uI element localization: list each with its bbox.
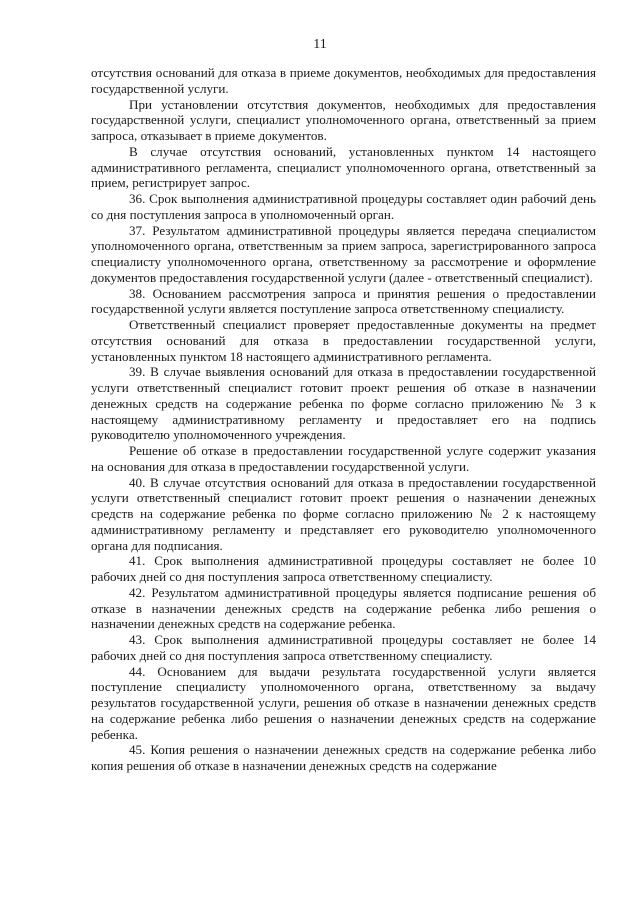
paragraph-item-39: 39. В случае выявления оснований для отказа в предоставлении государственной услуги ответственный специалист готовит проект решения об отказе в назначении денежных средств на содержание ребенка по форме согласно приложению № 3 к настоящему административному регламенту и предоставляет его на подпись руководителю уполномоченного учреждения. [91, 364, 596, 443]
paragraph-item-41: 41. Срок выполнения административной процедуры составляет не более 10 рабочих дней со дня поступления запроса ответственному специалисту. [91, 553, 596, 584]
paragraph-item-40: 40. В случае отсутствия оснований для отказа в предоставлении государственной услуги ответственный специалист готовит проект решения о назначении денежных средств на содержание ребенка по форме согласно приложению № 2 к настоящему административному регламенту и представляет его руководителю уполномоченного органа для подписания. [91, 474, 596, 553]
document-body [91, 65, 596, 774]
paragraph: При установлении отсутствия документов, необходимых для предоставления государственной услуги, специалист уполномоченного органа, ответственный за прием запроса, отказывает в приеме документов. [91, 96, 596, 143]
paragraph: В случае отсутствия оснований, установленных пунктом 14 настоящего административного регламента, специалист уполномоченного органа, ответственный за прием, регистрирует запрос. [91, 143, 596, 191]
paragraph: Решение об отказе в предоставлении государственной услуге содержит указания на основания для отказа в предоставлении государственной услуги. [91, 443, 596, 474]
paragraph-item-43: 43. Срок выполнения административной процедуры составляет не более 14 рабочих дней со дня поступления запроса ответственному специалисту. [91, 632, 596, 663]
paragraph-item-45: 45. Копия решения о назначении денежных средств на содержание ребенка либо копия решения об отказе в назначении денежных средств на содержание [91, 742, 596, 773]
paragraph-item-42: 42. Результатом административной процедуры является подписание решения об отказе в назначении денежных средств на содержание ребенка либо решения о назначении денежных средств на содержание ребенка. [91, 584, 596, 632]
paragraph-item-44: 44. Основанием для выдачи результата государственной услуги является поступление специалисту уполномоченного органа, ответственному за выдачу результатов государственной услуги, решения об отказе в назначении денежных средств на содержание ребенка либо решения о назначении денежных средств на содержание ребенка. [91, 663, 596, 742]
page-number: 11 [313, 37, 327, 52]
paragraph-item-37: 37. Результатом административной процедуры является передача специалистом уполномоченного органа, ответственным за прием запроса, зарегистрированного запроса специалисту уполномоченного органа, ответственному за рассмотрение и оформление документов предоставления государственной услуги (далее - ответственный специалист). [91, 222, 596, 285]
paragraph-continuation: отсутствия оснований для отказа в приеме документов, необходимых для предоставления государственной услуги. [91, 65, 596, 96]
paragraph-item-36: 36. Срок выполнения административной процедуры составляет один рабочий день со дня поступления запроса в уполномоченный орган. [91, 191, 596, 222]
paragraph-item-38: 38. Основанием рассмотрения запроса и принятия решения о предоставлении государственной услуги является поступление запроса ответственному специалисту. [91, 285, 596, 317]
paragraph: Ответственный специалист проверяет предоставленные документы на предмет отсутствия оснований для отказа в предоставлении государственной услуги, установленных пунктом 18 настоящего административного регламента. [91, 317, 596, 364]
